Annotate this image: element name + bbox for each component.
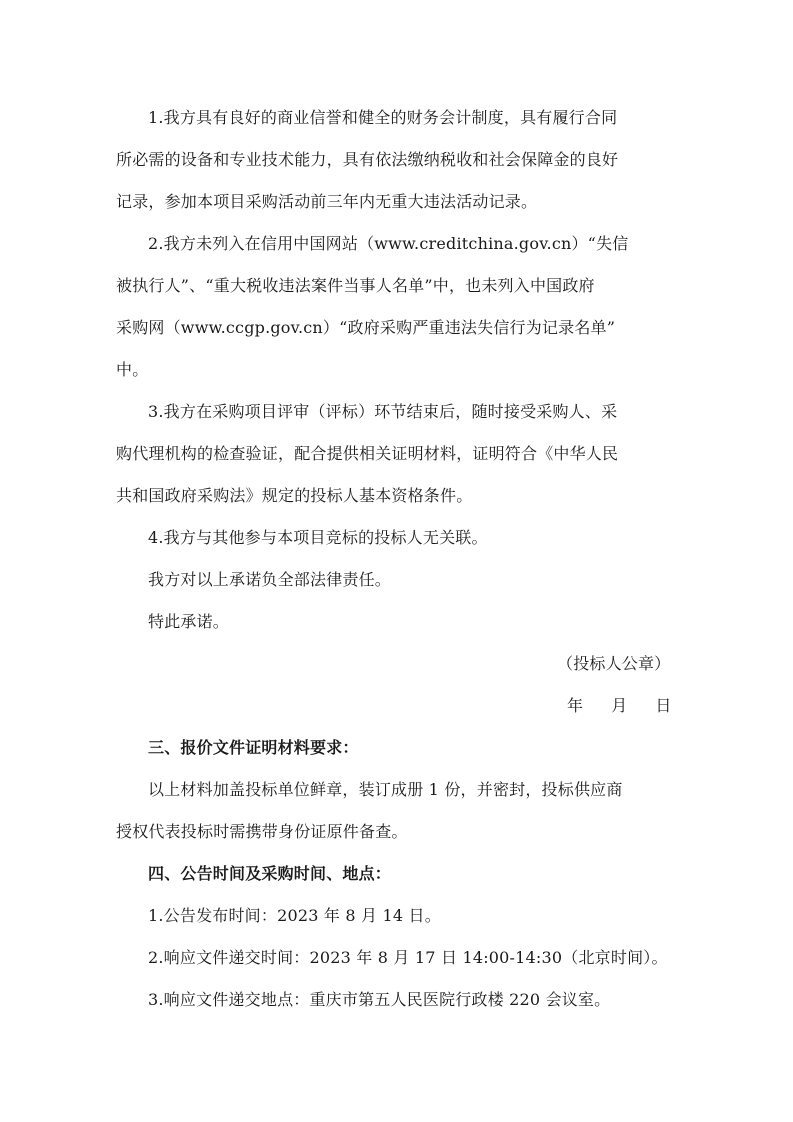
date-month: 月 bbox=[611, 696, 628, 715]
section4-item1: 1.公告发布时间：2023 年 8 月 14 日。 bbox=[148, 906, 441, 925]
hereby-statement: 特此承诺。 bbox=[148, 612, 230, 631]
item3-line2: 购代理机构的检查验证，配合提供相关证明材料，证明符合《中华人民 bbox=[116, 444, 619, 463]
date-year: 年 bbox=[567, 696, 584, 715]
responsibility-statement: 我方对以上承诺负全部法律责任。 bbox=[148, 570, 392, 589]
section4-item3: 3.响应文件递交地点：重庆市第五人民医院行政楼 220 会议室。 bbox=[148, 990, 611, 1009]
section3-line2: 授权代表投标时需携带身份证原件备查。 bbox=[116, 822, 408, 841]
section4-item2: 2.响应文件递交时间：2023 年 8 月 17 日 14:00-14:30（北京时间）。 bbox=[148, 948, 668, 967]
section3-heading: 三、报价文件证明材料要求： bbox=[148, 738, 359, 757]
section4-heading: 四、公告时间及采购时间、地点： bbox=[148, 864, 392, 883]
date-placeholder bbox=[567, 695, 672, 717]
section3-line1: 以上材料加盖投标单位鲜章，装订成册 1 份，并密封，投标供应商 bbox=[148, 780, 623, 799]
item2-line1: 2.我方未列入在信用中国网站（www.creditchina.gov.cn）“失信 bbox=[148, 234, 629, 253]
item2-line4: 中。 bbox=[116, 360, 149, 379]
item3-line3: 共和国政府采购法》规定的投标人基本资格条件。 bbox=[116, 486, 473, 505]
item1-line3: 记录，参加本项目采购活动前三年内无重大违法活动记录。 bbox=[116, 192, 538, 211]
item4: 4.我方与其他参与本项目竞标的投标人无关联。 bbox=[148, 528, 488, 547]
item3-line1: 3.我方在采购项目评审（评标）环节结束后，随时接受采购人、采 bbox=[148, 402, 618, 421]
item1-line1: 1.我方具有良好的商业信誉和健全的财务会计制度，具有履行合同 bbox=[148, 108, 618, 127]
bidder-seal-label: （投标人公章） bbox=[557, 654, 671, 673]
item1-line2: 所必需的设备和专业技术能力，具有依法缴纳税收和社会保障金的良好 bbox=[116, 150, 619, 169]
item2-line2: 被执行人”、“重大税收违法案件当事人名单”中，也未列入中国政府 bbox=[116, 276, 595, 295]
date-day: 日 bbox=[655, 696, 672, 715]
item2-line3: 采购网（www.ccgp.gov.cn）“政府采购严重违法失信行为记录名单” bbox=[116, 318, 616, 337]
